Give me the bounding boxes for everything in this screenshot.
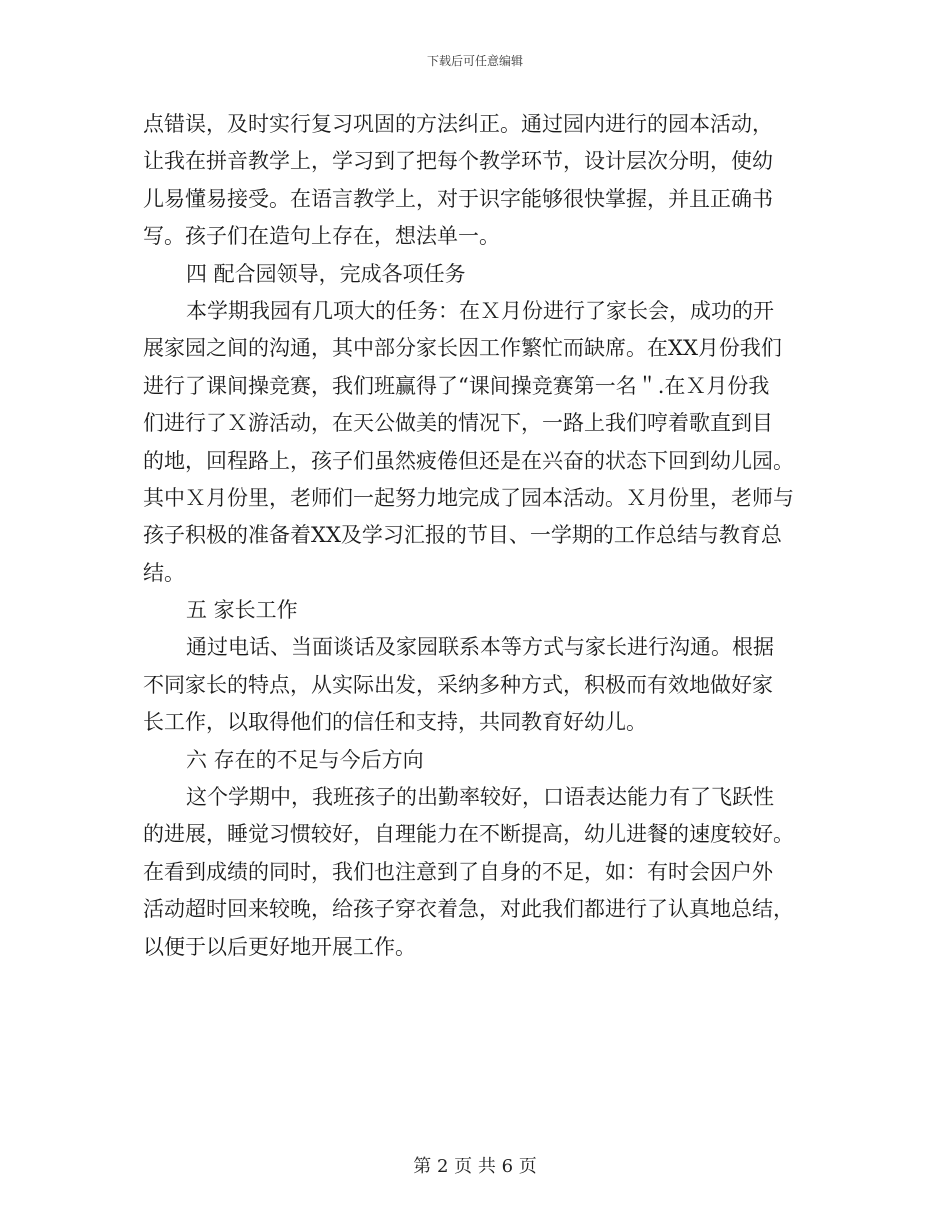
body-text-line: 孩子积极的准备着XX及学习汇报的节目、一学期的工作总结与教育总 bbox=[143, 523, 782, 548]
body-text-line: 结。 bbox=[143, 560, 185, 585]
body-text-line: 进行了课间操竞赛，我们班赢得了“课间操竞赛第一名＂.在Ｘ月份我 bbox=[143, 373, 770, 398]
body-text-line: 在看到成绩的同时，我们也注意到了自身的不足，如：有时会因户外 bbox=[143, 859, 773, 884]
body-text-line: 写。孩子们在造句上存在，想法单一。 bbox=[143, 224, 500, 249]
page-header: 下载后可任意编辑 bbox=[426, 54, 523, 68]
body-text-line: 六 存在的不足与今后方向 bbox=[186, 747, 424, 772]
body-text-line: 们进行了Ｘ游活动，在天公做美的情况下，一路上我们哼着歌直到目 bbox=[143, 411, 773, 436]
body-text-line: 通过电话、当面谈话及家园联系本等方式与家长进行沟通。根据 bbox=[186, 635, 774, 660]
body-text-line: 点错误，及时实行复习巩固的方法纠正。通过园内进行的园本活动， bbox=[143, 112, 773, 136]
document-body bbox=[143, 106, 811, 966]
body-text-line: 的进展，睡觉习惯较好，自理能力在不断提高，幼儿进餐的速度较好。 bbox=[143, 822, 794, 847]
body-text-line: 的地，回程路上，孩子们虽然疲倦但还是在兴奋的状态下回到幼儿园。 bbox=[143, 448, 794, 473]
body-text-line: 本学期我园有几项大的任务：在Ｘ月份进行了家长会，成功的开 bbox=[186, 298, 774, 323]
body-text-line: 长工作，以取得他们的信任和支持，共同教育好幼儿。 bbox=[143, 710, 647, 735]
body-text-line: 其中Ｘ月份里，老师们一起努力地完成了园本活动。Ｘ月份里，老师与 bbox=[143, 485, 794, 510]
body-text-line: 五 家长工作 bbox=[186, 598, 298, 623]
body-text-line: 不同家长的特点，从实际出发，采纳多种方式，积极而有效地做好家 bbox=[143, 672, 773, 697]
body-text-line: 儿易懂易接受。在语言教学上，对于识字能够很快掌握，并且正确书 bbox=[143, 186, 773, 211]
body-text-line: 四 配合园领导，完成各项任务 bbox=[186, 261, 466, 286]
body-text-line: 活动超时回来较晚，给孩子穿衣着急，对此我们都进行了认真地总结， bbox=[143, 897, 794, 922]
body-text-line: 让我在拼音教学上，学习到了把每个教学环节，设计层次分明，使幼 bbox=[143, 149, 773, 174]
body-text-line: 展家园之间的沟通，其中部分家长因工作繁忙而缺席。在XX月份我们 bbox=[143, 336, 782, 361]
body-text-line: 这个学期中，我班孩子的出勤率较好，口语表达能力有了飞跃性 bbox=[186, 785, 774, 810]
body-text-line: 以便于以后更好地开展工作。 bbox=[143, 934, 416, 959]
page-number: 第 2 页 共 6 页 bbox=[413, 1156, 537, 1177]
